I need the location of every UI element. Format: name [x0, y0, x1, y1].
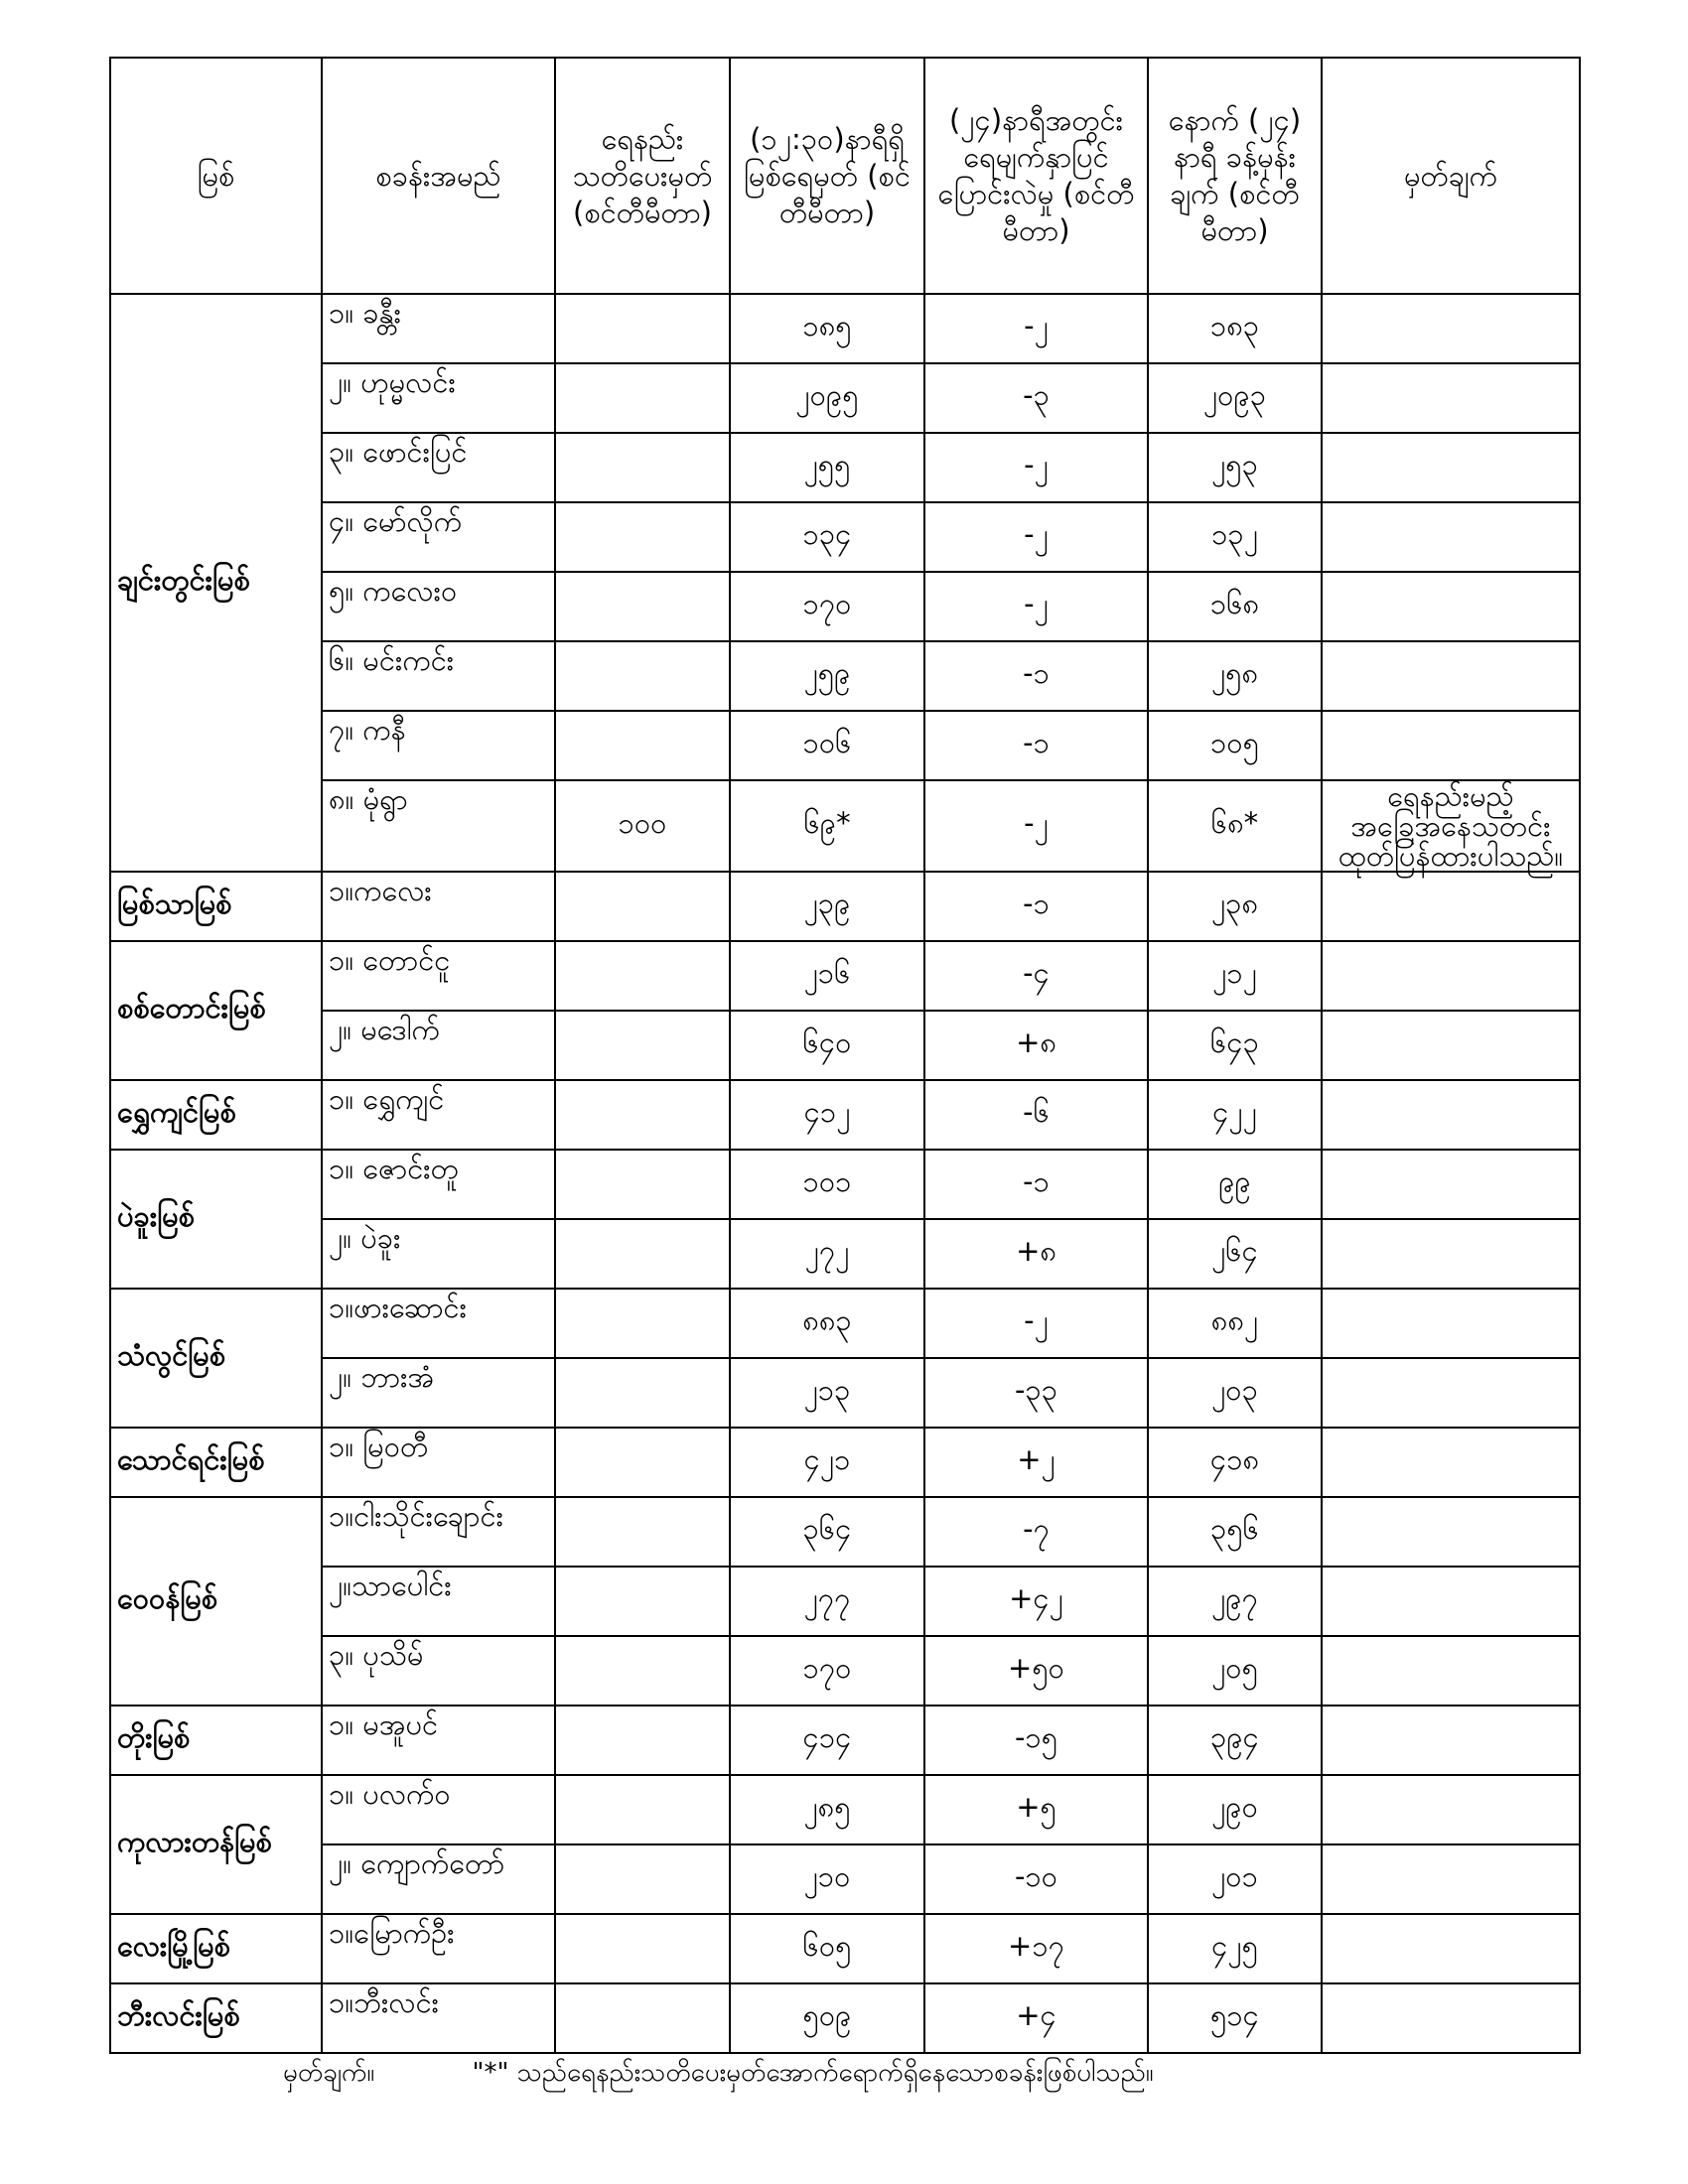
change-cell: +၈	[924, 1011, 1148, 1080]
remark-cell	[1322, 1706, 1580, 1775]
warning-level-cell	[555, 363, 730, 433]
change-cell: -၄	[924, 941, 1148, 1011]
change-cell: -၁	[924, 711, 1148, 780]
remark-cell	[1322, 1636, 1580, 1706]
table-row	[110, 1358, 1580, 1428]
warning-level-cell	[555, 1636, 730, 1706]
warning-level-cell	[555, 941, 730, 1011]
station-name-cell: ၃။ ဖောင်းပြင်	[322, 433, 555, 502]
station-name-cell: ၇။ ကနီ	[322, 711, 555, 780]
forecast-cell: ၆၄၃	[1148, 1011, 1322, 1080]
forecast-cell: ၄၂၂	[1148, 1080, 1322, 1150]
change-cell: -၁	[924, 872, 1148, 941]
change-cell: -၃၃	[924, 1358, 1148, 1428]
warning-level-cell	[555, 711, 730, 780]
table-row	[110, 641, 1580, 711]
water-level-cell: ၈၈၃	[730, 1289, 924, 1358]
table-row	[110, 572, 1580, 641]
remark-cell	[1322, 1844, 1580, 1914]
station-name-cell: ၁။ငါးသိုင်းချောင်း	[322, 1497, 555, 1567]
forecast-cell: ၈၈၂	[1148, 1289, 1322, 1358]
table-row	[110, 1844, 1580, 1914]
warning-level-cell	[555, 502, 730, 572]
station-name-cell: ၂။ ကျောက်တော်	[322, 1844, 555, 1914]
remark-cell	[1322, 711, 1580, 780]
forecast-cell: ၃၅၆	[1148, 1497, 1322, 1567]
change-cell: +၅	[924, 1775, 1148, 1844]
remark-cell	[1322, 1219, 1580, 1289]
change-cell: -၂	[924, 780, 1148, 872]
river-name-cell: ရွှေကျင်မြစ်	[110, 1080, 322, 1150]
water-level-cell: ၆၉*	[730, 780, 924, 872]
warning-level-cell	[555, 1358, 730, 1428]
table-row	[110, 1775, 1580, 1844]
water-level-cell: ၅၀၉	[730, 1983, 924, 2053]
forecast-cell: ၃၉၄	[1148, 1706, 1322, 1775]
remark-cell	[1322, 641, 1580, 711]
water-level-cell: ၂၀၉၅	[730, 363, 924, 433]
station-name-cell: ၄။ မော်လိုက်	[322, 502, 555, 572]
change-cell: +၅၀	[924, 1636, 1148, 1706]
remark-cell	[1322, 1914, 1580, 1983]
water-level-cell: ၁၀၆	[730, 711, 924, 780]
change-cell: -၁၅	[924, 1706, 1148, 1775]
station-name-cell: ၂။ ဘားအံ	[322, 1358, 555, 1428]
river-name-cell: ဘီးလင်းမြစ်	[110, 1983, 322, 2053]
table-row	[110, 872, 1580, 941]
remark-cell	[1322, 433, 1580, 502]
table-row	[110, 1428, 1580, 1497]
table-row	[110, 1983, 1580, 2053]
table-row	[110, 502, 1580, 572]
remark-cell	[1322, 1775, 1580, 1844]
table-row	[110, 1150, 1580, 1219]
station-name-cell: ၈။ မုံရွာ	[322, 780, 555, 872]
station-name-cell: ၁။ ဇောင်းတူ	[322, 1150, 555, 1219]
remark-cell	[1322, 941, 1580, 1011]
water-level-cell: ၂၁၃	[730, 1358, 924, 1428]
station-name-cell: ၁။ တောင်ငူ	[322, 941, 555, 1011]
header-remark: မှတ်ချက်	[1322, 58, 1580, 294]
river-name-cell: လေးမြို့မြစ်	[110, 1914, 322, 1983]
warning-level-cell	[555, 872, 730, 941]
table-row	[110, 1497, 1580, 1567]
change-cell: -၃	[924, 363, 1148, 433]
warning-level-cell	[555, 1080, 730, 1150]
warning-level-cell	[555, 1567, 730, 1636]
remark-cell	[1322, 572, 1580, 641]
table-row	[110, 1706, 1580, 1775]
remark-cell	[1322, 872, 1580, 941]
change-cell: +၁၇	[924, 1914, 1148, 1983]
warning-level-cell	[555, 1219, 730, 1289]
change-cell: -၁	[924, 641, 1148, 711]
river-name-cell: သံလွင်မြစ်	[110, 1289, 322, 1428]
table-row	[110, 1219, 1580, 1289]
river-name-cell: ကုလားတန်မြစ်	[110, 1775, 322, 1914]
station-name-cell: ၁။ မအူပင်	[322, 1706, 555, 1775]
warning-level-cell	[555, 1844, 730, 1914]
water-level-cell: ၂၅၉	[730, 641, 924, 711]
change-cell: +၈	[924, 1219, 1148, 1289]
header-warning-level: ရေနည်း သတိပေးမှတ် (စင်တီမီတာ)	[555, 58, 730, 294]
forecast-cell: ၂၉၇	[1148, 1567, 1322, 1636]
remark-cell	[1322, 1150, 1580, 1219]
warning-level-cell	[555, 1914, 730, 1983]
remark-cell	[1322, 1080, 1580, 1150]
station-name-cell: ၅။ ကလေးဝ	[322, 572, 555, 641]
change-cell: -၇	[924, 1497, 1148, 1567]
forecast-cell: ၄၂၅	[1148, 1914, 1322, 1983]
water-level-cell: ၆၄၀	[730, 1011, 924, 1080]
forecast-cell: ၂၉၀	[1148, 1775, 1322, 1844]
table-row	[110, 780, 1580, 872]
station-name-cell: ၁။ မြဝတီ	[322, 1428, 555, 1497]
remark-cell	[1322, 502, 1580, 572]
water-level-cell: ၂၁၀	[730, 1844, 924, 1914]
water-level-cell: ၂၇၇	[730, 1567, 924, 1636]
forecast-cell: ၁၆၈	[1148, 572, 1322, 641]
warning-level-cell	[555, 433, 730, 502]
river-name-cell: မြစ်သာမြစ်	[110, 872, 322, 941]
station-name-cell: ၆။ မင်းကင်း	[322, 641, 555, 711]
water-level-cell: ၂၅၅	[730, 433, 924, 502]
forecast-cell: ၂၃၈	[1148, 872, 1322, 941]
footnote-text: "*" သည်ရေနည်းသတိပေးမှတ်အောက်ရောက်ရှိနေသောစခန်းဖြစ်ပါသည်။	[472, 2058, 1154, 2088]
forecast-cell: ၁၀၅	[1148, 711, 1322, 780]
water-level-cell: ၄၁၂	[730, 1080, 924, 1150]
forecast-cell: ၂၅၃	[1148, 433, 1322, 502]
header-current-level: (၁၂:၃၀)နာရီရှိ မြစ်ရေမှတ် (စင်တီမီတာ)	[730, 58, 924, 294]
station-name-cell: ၃။ ပုသိမ်	[322, 1636, 555, 1706]
remark-cell	[1322, 1011, 1580, 1080]
remark-cell	[1322, 1983, 1580, 2053]
station-name-cell: ၁။မြောက်ဦး	[322, 1914, 555, 1983]
water-level-cell: ၄၂၁	[730, 1428, 924, 1497]
forecast-cell: ၂၆၄	[1148, 1219, 1322, 1289]
warning-level-cell	[555, 1011, 730, 1080]
footnote	[283, 2055, 1243, 2094]
river-name-cell: တိုးမြစ်	[110, 1706, 322, 1775]
river-name-cell: စစ်တောင်းမြစ်	[110, 941, 322, 1080]
forecast-cell: ၁၃၂	[1148, 502, 1322, 572]
change-cell: -၆	[924, 1080, 1148, 1150]
change-cell: +၂	[924, 1428, 1148, 1497]
warning-level-cell	[555, 294, 730, 363]
change-cell: +၄၂	[924, 1567, 1148, 1636]
remark-cell	[1322, 1358, 1580, 1428]
warning-level-cell	[555, 641, 730, 711]
warning-level-cell	[555, 1775, 730, 1844]
header-24h-change: (၂၄)နာရီအတွင်း ရေမျက်နှာပြင် ပြောင်းလဲမှု (စင်တီမီတာ)	[924, 58, 1148, 294]
station-name-cell: ၁။ကလေး	[322, 872, 555, 941]
remark-cell	[1322, 1428, 1580, 1497]
table-row	[110, 1567, 1580, 1636]
footnote-label: မှတ်ချက်။	[283, 2058, 375, 2088]
remark-cell	[1322, 1289, 1580, 1358]
remark-cell	[1322, 294, 1580, 363]
change-cell: -၂	[924, 433, 1148, 502]
header-forecast: နောက် (၂၄) နာရီ ခန့်မှန်းချက် (စင်တီမီတာ)	[1148, 58, 1322, 294]
water-level-cell: ၆၀၅	[730, 1914, 924, 1983]
table-row	[110, 1011, 1580, 1080]
forecast-cell: ၂၀၅	[1148, 1636, 1322, 1706]
station-name-cell: ၂။ မဒေါက်	[322, 1011, 555, 1080]
warning-level-cell	[555, 1983, 730, 2053]
forecast-cell: ၁၈၃	[1148, 294, 1322, 363]
water-level-cell: ၂၇၂	[730, 1219, 924, 1289]
station-name-cell: ၁။ဘီးလင်း	[322, 1983, 555, 2053]
warning-level-cell	[555, 1289, 730, 1358]
forecast-cell: ၄၁၈	[1148, 1428, 1322, 1497]
warning-level-cell	[555, 1428, 730, 1497]
remark-cell	[1322, 1567, 1580, 1636]
table-row	[110, 363, 1580, 433]
river-water-level-table	[109, 57, 1581, 2054]
river-name-cell: သောင်ရင်းမြစ်	[110, 1428, 322, 1497]
river-name-cell: ပဲခူးမြစ်	[110, 1150, 322, 1289]
table-row	[110, 294, 1580, 363]
header-station: စခန်းအမည်	[322, 58, 555, 294]
table-row	[110, 433, 1580, 502]
header-row	[110, 58, 1580, 294]
change-cell: -၂	[924, 502, 1148, 572]
forecast-cell: ၂၀၃	[1148, 1358, 1322, 1428]
station-name-cell: ၁။ ပလက်ဝ	[322, 1775, 555, 1844]
water-level-cell: ၄၁၄	[730, 1706, 924, 1775]
forecast-cell: ၂၀၉၃	[1148, 363, 1322, 433]
station-name-cell: ၂။ ပဲခူး	[322, 1219, 555, 1289]
forecast-cell: ၂၅၈	[1148, 641, 1322, 711]
water-level-cell: ၁၃၄	[730, 502, 924, 572]
change-cell: -၁၀	[924, 1844, 1148, 1914]
station-name-cell: ၂။ ဟုမ္မလင်း	[322, 363, 555, 433]
forecast-cell: ၅၁၄	[1148, 1983, 1322, 2053]
forecast-cell: ၂၀၁	[1148, 1844, 1322, 1914]
remark-cell	[1322, 1497, 1580, 1567]
water-level-cell: ၂၃၉	[730, 872, 924, 941]
station-name-cell: ၁။ ခန္တီး	[322, 294, 555, 363]
change-cell: -၁	[924, 1150, 1148, 1219]
station-name-cell: ၂။သာပေါင်း	[322, 1567, 555, 1636]
river-name-cell: ဝေဝန်မြစ်	[110, 1497, 322, 1706]
change-cell: -၂	[924, 572, 1148, 641]
change-cell: +၄	[924, 1983, 1148, 2053]
table-row	[110, 1289, 1580, 1358]
forecast-cell: ၂၁၂	[1148, 941, 1322, 1011]
table-row	[110, 711, 1580, 780]
table-row	[110, 941, 1580, 1011]
remark-cell	[1322, 363, 1580, 433]
change-cell: -၂	[924, 294, 1148, 363]
water-level-cell: ၁၇၀	[730, 572, 924, 641]
station-name-cell: ၁။ ရွှေကျင်	[322, 1080, 555, 1150]
table-row	[110, 1636, 1580, 1706]
warning-level-cell: ၁၀၀	[555, 780, 730, 872]
water-level-cell: ၂၁၆	[730, 941, 924, 1011]
water-level-cell: ၁၇၀	[730, 1636, 924, 1706]
warning-level-cell	[555, 1150, 730, 1219]
forecast-cell: ၉၉	[1148, 1150, 1322, 1219]
water-level-cell: ၃၆၄	[730, 1497, 924, 1567]
remark-cell: ရေနည်းမည့်အခြေအနေသတင်း ထုတ်ပြန်ထားပါသည်။	[1322, 780, 1580, 872]
forecast-cell: ၆၈*	[1148, 780, 1322, 872]
warning-level-cell	[555, 1497, 730, 1567]
water-level-cell: ၁၈၅	[730, 294, 924, 363]
warning-level-cell	[555, 1706, 730, 1775]
table-row	[110, 1914, 1580, 1983]
water-level-cell: ၂၈၅	[730, 1775, 924, 1844]
table-row	[110, 1080, 1580, 1150]
station-name-cell: ၁။ဖားဆောင်း	[322, 1289, 555, 1358]
header-river: မြစ်	[110, 58, 322, 294]
warning-level-cell	[555, 572, 730, 641]
water-level-cell: ၁၀၁	[730, 1150, 924, 1219]
river-name-cell: ချင်းတွင်းမြစ်	[110, 294, 322, 872]
change-cell: -၂	[924, 1289, 1148, 1358]
